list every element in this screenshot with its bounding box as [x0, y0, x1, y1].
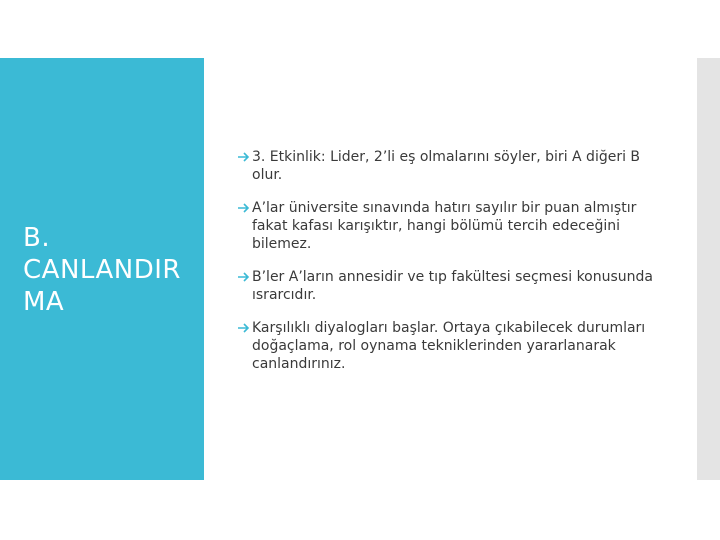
section-title: [23, 222, 199, 318]
bullet-text: A’lar üniversite sınavında hatırı sayılır bir puan almıştır fakat kafası karışıktır, hangi bölümü tercih edeceğini bilemez.: [252, 200, 637, 252]
arrow-icon: [238, 152, 251, 162]
arrow-icon: [238, 272, 251, 282]
bullet-item: [238, 199, 658, 253]
section-title-line-3: MA: [23, 287, 65, 317]
arrow-icon: [238, 203, 251, 213]
section-title-line-2: CANLANDIR: [23, 255, 181, 285]
bullet-item: [238, 148, 658, 184]
bullet-text: Karşılıklı diyalogları başlar. Ortaya çıkabilecek durumları doğaçlama, rol oynama tekniklerinden yararlanarak canlandırınız.: [252, 320, 646, 372]
section-title-line-1: B.: [23, 223, 51, 253]
bullet-text: B’ler A’ların annesidir ve tıp fakültesi seçmesi konusunda ısrarcıdır.: [252, 269, 653, 303]
bullet-list: [238, 148, 658, 388]
right-edge-strip: [697, 58, 720, 480]
bullet-text: 3. Etkinlik: Lider, 2’li eş olmalarını söyler, biri A diğeri B olur.: [252, 149, 641, 183]
arrow-icon: [238, 323, 251, 333]
bullet-item: [238, 268, 658, 304]
bullet-item: [238, 319, 658, 373]
